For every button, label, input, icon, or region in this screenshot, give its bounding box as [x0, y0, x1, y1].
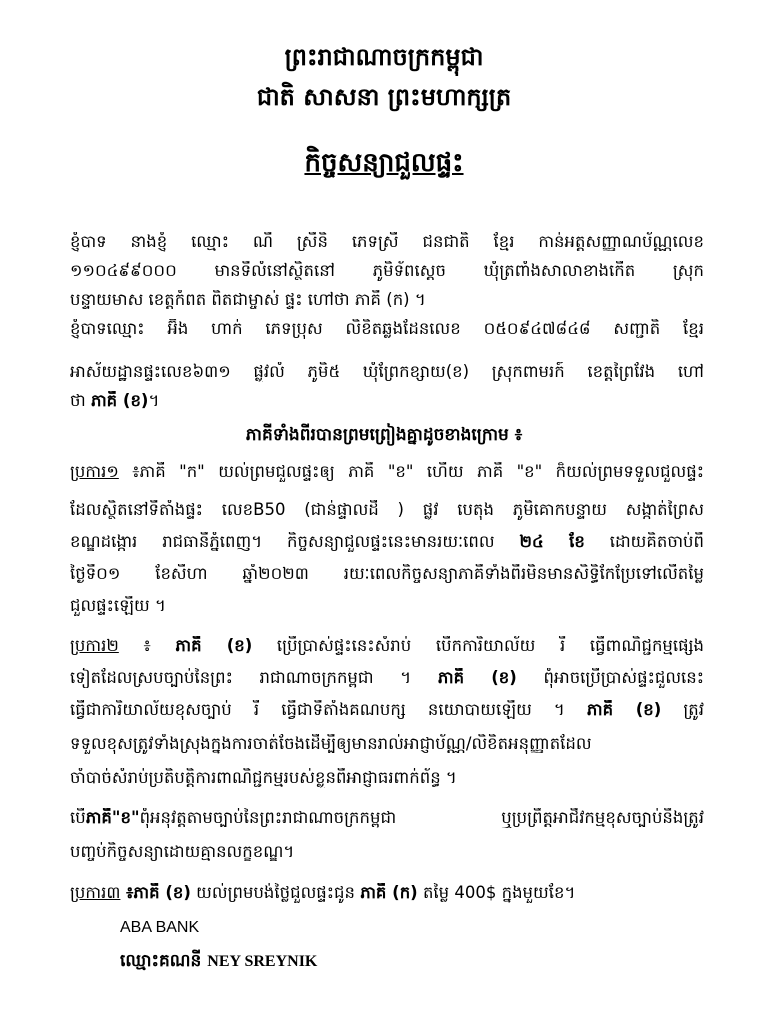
agreement-heading: ភាគីទាំងពីរបានព្រមព្រៀងគ្នាដូចខាងក្រោម ៖	[245, 425, 523, 445]
clause-if-prefix: បើ	[70, 808, 86, 827]
article-2-line-3-suffix: ត្រូវ	[661, 700, 704, 719]
party-b-line-1: ខ្ញុំបាទឈ្មោះ អ៊ឹង ហាក់ ភេទប្រុស លិខិតឆ្លងដែនលេខ ០៥០៩៤៧៨៤៨ សញ្ជាតិ ខ្មែរ	[70, 319, 704, 338]
article-2-line-2	[70, 668, 704, 688]
article-3-label: ប្រការ៣	[70, 883, 121, 902]
party-b-line-3	[70, 391, 704, 411]
article-1-line-1	[70, 462, 704, 482]
account-name: NEY SREYNIK	[207, 953, 318, 970]
clause-if-line-1-text: ពុំអនុវត្តតាមច្បាប់នៃព្រះរាជាណាចក្រកម្ពុជា ឬប្រព្រឹត្តអាជីវកម្មខុសច្បាប់នឹងត្រូវ	[139, 808, 704, 827]
article-1-line-3	[70, 532, 704, 552]
article-2-party: ភាគី (ខ)	[175, 636, 253, 655]
article-2-line-3	[70, 700, 704, 720]
article-1-line-4: ថ្ងៃទី០១ ខែសីហា ឆ្នាំ២០២៣ រយៈពេលកិច្ចសន្យាភាគីទាំងពីរមិនមានសិទ្ធិកែប្រែទៅលើតម្លៃ	[70, 564, 704, 583]
party-b-label: ភាគី (ខ)	[90, 391, 149, 410]
clause-if-line-1	[70, 808, 704, 828]
article-2-label: ប្រការ២	[70, 636, 119, 655]
article-2-line-2-party: ភាគី (ខ)	[437, 668, 517, 687]
article-1-line-3-prefix: ខណ្ឌដង្កោរ រាជធានីភ្នំពេញ។ កិច្ចសន្យាជួលផ្ទះនេះមានរយៈពេល	[70, 532, 520, 551]
article-1-line-3-suffix: ដោយគិតចាប់ពី	[584, 532, 704, 551]
party-a-line-1: ខ្ញុំបាទ នាងខ្ញុំ ឈ្មោះ ណី ស្រីនិ ភេទស្រី ជនជាតិ ខ្មែរ កាន់អត្តសញ្ញាណប័ណ្ណលេខ	[70, 232, 704, 251]
party-a-line-3: បន្ទាយមាស ខេត្តកំពត ពិតជាម្ចាស់ ផ្ទះ ហៅថា ភាគី (ក) ។	[70, 290, 426, 309]
article-3-mid: យល់ព្រមបង់ថ្លៃជួលផ្ទះជូន	[190, 883, 361, 902]
clause-if-line-2: បញ្ចប់កិច្ចសន្យាដោយគ្មានលក្ខខណ្ឌ។	[70, 842, 295, 861]
account-label: ឈ្មោះគណនី	[120, 951, 202, 971]
article-1-line-1-text: ៖ភាគី "ក" យល់ព្រមជួលផ្ទះឲ្យ ភាគី "ខ" ហើយ ភាគី "ខ" ក៏យល់ព្រមទទួលជួលផ្ទះ	[118, 462, 704, 481]
party-a-line-2: ១១០៤៩៩០០០ មានទីលំនៅស្ថិតនៅ ភូមិទ័ពស្តេច ឃុំត្រពាំងសាលាខាងកើត ស្រុក	[70, 261, 704, 280]
article-2-line-1-text: ប្រើប្រាស់ផ្ទះនេះសំរាប់ បើកការិយាល័យ រឺ ធ្វើពាណិជ្ជកម្មផ្សេង	[252, 636, 704, 655]
party-b-suffix: ។	[148, 391, 160, 410]
article-2-line-1	[70, 636, 704, 656]
account-line	[120, 950, 317, 973]
motto-heading: ជាតិ សាសនា ព្រះមហាក្សត្រ	[256, 83, 512, 111]
kingdom-heading: ព្រះរាជាណាចក្រកម្ពុជា	[284, 43, 484, 71]
contract-title-text: កិច្ចសន្យាជួលផ្ទះ	[304, 148, 464, 178]
article-2-sep: ៖	[118, 636, 176, 655]
article-2-line-3-party: ភាគី (ខ)	[586, 700, 662, 719]
article-2-line-2-prefix: ទៀតដែលស្របច្បាប់នៃព្រះ រាជាណាចក្រកម្ពុជា ។	[70, 668, 438, 687]
bank-name: ABA BANK	[120, 919, 200, 936]
article-3-line	[70, 883, 704, 903]
article-2-line-5: ចាំបាច់សំរាប់ប្រតិបត្តិការពាណិជ្ជកម្មរបស់ខ្លួនពីអាជ្ញាធរពាក់ព័ន្ធ ។	[70, 768, 457, 787]
article-1-line-2: ដែលស្ថិតនៅទីតាំងផ្ទះ លេខB50 (ជាន់ផ្ទាលដី ) ផ្លូវ បេតុង ភូមិគោកបន្ទាយ សង្កាត់ព្រៃស	[70, 500, 704, 519]
contract-title	[0, 145, 768, 181]
clause-if-party: ភាគី"ខ"	[85, 808, 140, 827]
duration-value: ២៤ ខែ	[519, 532, 585, 551]
article-1-line-5: ជួលផ្ទះឡើយ ។	[70, 596, 166, 615]
article-2-line-3-prefix: ធ្វើជាការិយាល័យខុសច្បាប់ រឺ ធ្វើជាទីតាំងគណបក្ស នយោបាយឡើយ ។	[70, 700, 587, 719]
article-3-party-b: ៖ភាគី (ខ)	[120, 883, 191, 902]
article-2-line-2-suffix: ពុំអាចប្រើប្រាស់ផ្ទះជួលនេះ	[516, 668, 704, 687]
article-3-party-a: ភាគី (ក)	[360, 883, 418, 902]
article-3-rest: តម្លៃ 400$ ក្នុងមួយខែ។	[417, 883, 576, 902]
party-b-prefix: ថា	[70, 391, 91, 410]
article-1-label: ប្រការ១	[70, 462, 119, 481]
article-2-line-4: ទទួលខុសត្រូវទាំងស្រុងក្នុងការចាត់ចែងដើម្បីឲ្យមានរាល់អាជ្ញាប័ណ្ណ/លិខិតអនុញ្ញាតដែល	[70, 734, 592, 753]
party-b-line-2: អាស័យដ្ឋានផ្ទះលេខ៦៣១ ផ្លូវលំ ភូមិ៥ ឃុំព្រែកខ្សាយ(ខ) ស្រុកពាមរក៍ ខេត្តព្រៃវែង ហៅ	[70, 362, 704, 381]
